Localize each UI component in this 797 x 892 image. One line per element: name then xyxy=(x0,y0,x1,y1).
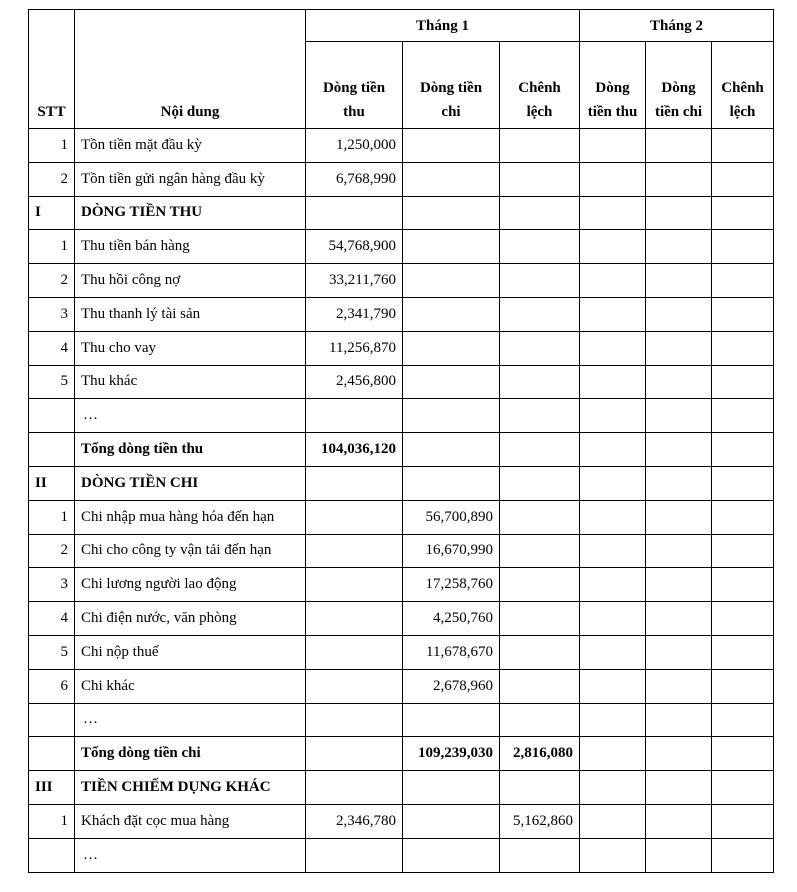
cell-content: Chi điện nước, văn phòng xyxy=(75,602,306,636)
cell-month1-difference xyxy=(500,297,580,331)
cell-month1-difference xyxy=(500,129,580,163)
cell-month1-difference xyxy=(500,534,580,568)
cell-month2-inflow xyxy=(580,703,646,737)
table-row xyxy=(29,804,774,838)
cell-month2-outflow xyxy=(646,500,712,534)
cell-month1-difference xyxy=(500,466,580,500)
table-row xyxy=(29,669,774,703)
cell-stt: 6 xyxy=(29,669,75,703)
cell-month1-inflow xyxy=(306,399,403,433)
cell-month1-inflow xyxy=(306,737,403,771)
cell-month1-outflow xyxy=(403,703,500,737)
cell-month1-outflow: 56,700,890 xyxy=(403,500,500,534)
table-row xyxy=(29,703,774,737)
cell-stt: I xyxy=(29,196,75,230)
cell-month2-inflow xyxy=(580,534,646,568)
cell-month1-inflow xyxy=(306,568,403,602)
cell-month2-outflow xyxy=(646,703,712,737)
cell-month1-difference xyxy=(500,703,580,737)
cell-month2-inflow xyxy=(580,737,646,771)
cell-month2-outflow xyxy=(646,534,712,568)
cell-month1-difference xyxy=(500,331,580,365)
cell-month1-outflow xyxy=(403,264,500,298)
cell-month1-outflow: 17,258,760 xyxy=(403,568,500,602)
cell-content: … xyxy=(75,703,306,737)
cell-stt: 5 xyxy=(29,635,75,669)
cell-month2-outflow xyxy=(646,568,712,602)
cell-month2-difference xyxy=(712,230,774,264)
cell-month1-inflow xyxy=(306,196,403,230)
cell-month1-outflow xyxy=(403,196,500,230)
cell-content: Chi khác xyxy=(75,669,306,703)
cell-month1-outflow xyxy=(403,331,500,365)
cell-month1-outflow xyxy=(403,230,500,264)
cell-month1-inflow xyxy=(306,466,403,500)
cell-stt: 1 xyxy=(29,804,75,838)
cell-content: Chi cho công ty vận tải đến hạn xyxy=(75,534,306,568)
cell-month2-outflow xyxy=(646,331,712,365)
cell-month2-difference xyxy=(712,129,774,163)
cell-month2-inflow xyxy=(580,365,646,399)
cell-month2-outflow xyxy=(646,737,712,771)
cell-content: Chi nhập mua hàng hóa đến hạn xyxy=(75,500,306,534)
cell-month1-outflow xyxy=(403,162,500,196)
cell-month1-difference xyxy=(500,365,580,399)
cell-stt: 1 xyxy=(29,500,75,534)
cell-stt: 1 xyxy=(29,129,75,163)
cell-month2-inflow xyxy=(580,196,646,230)
cell-month1-difference xyxy=(500,433,580,467)
cell-month1-inflow: 104,036,120 xyxy=(306,433,403,467)
cell-month1-inflow xyxy=(306,635,403,669)
cell-month2-inflow xyxy=(580,602,646,636)
cell-month2-outflow xyxy=(646,129,712,163)
cell-stt: 4 xyxy=(29,602,75,636)
cell-content: DÒNG TIỀN THU xyxy=(75,196,306,230)
cell-stt: 3 xyxy=(29,297,75,331)
cell-month2-outflow xyxy=(646,838,712,872)
cell-month1-outflow xyxy=(403,466,500,500)
cell-month2-difference xyxy=(712,196,774,230)
cell-stt xyxy=(29,703,75,737)
cell-month2-outflow xyxy=(646,669,712,703)
cell-content: Chi lương người lao động xyxy=(75,568,306,602)
cell-month1-outflow xyxy=(403,804,500,838)
cell-month1-inflow: 2,456,800 xyxy=(306,365,403,399)
cell-month1-difference xyxy=(500,264,580,298)
table-row xyxy=(29,365,774,399)
cell-month1-difference xyxy=(500,602,580,636)
cell-month2-inflow xyxy=(580,433,646,467)
cell-month2-inflow xyxy=(580,804,646,838)
cell-stt: 2 xyxy=(29,534,75,568)
cell-month2-difference xyxy=(712,602,774,636)
table-body xyxy=(29,129,774,873)
cell-month1-difference xyxy=(500,669,580,703)
cell-content: Tồn tiền mặt đầu kỳ xyxy=(75,129,306,163)
header-month1-inflow: Dòng tiền thu xyxy=(306,42,403,129)
cell-month1-outflow: 109,239,030 xyxy=(403,737,500,771)
cell-month2-difference xyxy=(712,804,774,838)
header-stt: STT xyxy=(29,10,75,129)
cell-month1-outflow xyxy=(403,838,500,872)
cell-month1-difference xyxy=(500,230,580,264)
cash-flow-table xyxy=(28,9,774,873)
cell-month2-inflow xyxy=(580,331,646,365)
table-row xyxy=(29,838,774,872)
cell-month2-inflow xyxy=(580,635,646,669)
cell-content: TIỀN CHIẾM DỤNG KHÁC xyxy=(75,771,306,805)
cell-month1-outflow xyxy=(403,771,500,805)
cell-month2-outflow xyxy=(646,264,712,298)
cell-month2-difference xyxy=(712,264,774,298)
cell-month1-inflow xyxy=(306,602,403,636)
cell-month2-difference xyxy=(712,703,774,737)
cell-stt xyxy=(29,838,75,872)
cell-month1-inflow: 11,256,870 xyxy=(306,331,403,365)
cell-month2-difference xyxy=(712,466,774,500)
cell-stt: 2 xyxy=(29,162,75,196)
cell-month1-outflow xyxy=(403,297,500,331)
cell-month1-inflow: 2,341,790 xyxy=(306,297,403,331)
cell-month1-outflow: 16,670,990 xyxy=(403,534,500,568)
cell-month2-outflow xyxy=(646,399,712,433)
cell-content: Thu tiền bán hàng xyxy=(75,230,306,264)
cell-month2-difference xyxy=(712,669,774,703)
cell-month2-outflow xyxy=(646,365,712,399)
table-row xyxy=(29,230,774,264)
cell-month1-inflow: 33,211,760 xyxy=(306,264,403,298)
cell-stt: 4 xyxy=(29,331,75,365)
cell-stt: 3 xyxy=(29,568,75,602)
table-row xyxy=(29,737,774,771)
table-row xyxy=(29,162,774,196)
cell-stt: 2 xyxy=(29,264,75,298)
cell-stt xyxy=(29,737,75,771)
cell-month1-difference xyxy=(500,399,580,433)
cell-month1-difference xyxy=(500,568,580,602)
cell-month1-inflow xyxy=(306,838,403,872)
cell-month2-inflow xyxy=(580,129,646,163)
table-row xyxy=(29,297,774,331)
header-month2-outflow: Dòng tiền chi xyxy=(646,42,712,129)
cell-month2-outflow xyxy=(646,466,712,500)
cell-month2-difference xyxy=(712,771,774,805)
table-row xyxy=(29,196,774,230)
cell-month1-difference xyxy=(500,838,580,872)
table-row xyxy=(29,568,774,602)
cell-stt xyxy=(29,433,75,467)
cell-content: Thu hồi công nợ xyxy=(75,264,306,298)
cell-month1-outflow: 11,678,670 xyxy=(403,635,500,669)
cell-content: Tổng dòng tiền chi xyxy=(75,737,306,771)
table-row xyxy=(29,264,774,298)
cell-month1-inflow xyxy=(306,771,403,805)
cell-content: Thu thanh lý tài sản xyxy=(75,297,306,331)
cell-month2-difference xyxy=(712,331,774,365)
cell-month2-outflow xyxy=(646,162,712,196)
cell-month2-inflow xyxy=(580,838,646,872)
cell-month2-difference xyxy=(712,365,774,399)
cell-month2-outflow xyxy=(646,230,712,264)
cell-month2-outflow xyxy=(646,635,712,669)
table-row xyxy=(29,771,774,805)
cell-month1-inflow: 1,250,000 xyxy=(306,129,403,163)
table-row xyxy=(29,399,774,433)
cell-month2-inflow xyxy=(580,568,646,602)
cell-stt: 5 xyxy=(29,365,75,399)
cell-content: … xyxy=(75,838,306,872)
cell-content: DÒNG TIỀN CHI xyxy=(75,466,306,500)
header-month1-difference: Chênh lệch xyxy=(500,42,580,129)
table-row xyxy=(29,500,774,534)
cell-month1-difference xyxy=(500,196,580,230)
cell-month2-difference xyxy=(712,297,774,331)
header-month2-inflow: Dòng tiền thu xyxy=(580,42,646,129)
cell-month2-difference xyxy=(712,162,774,196)
table-row xyxy=(29,534,774,568)
cell-month1-outflow: 2,678,960 xyxy=(403,669,500,703)
cell-month2-inflow xyxy=(580,669,646,703)
cell-month2-difference xyxy=(712,399,774,433)
cell-month2-difference xyxy=(712,635,774,669)
cell-stt: 1 xyxy=(29,230,75,264)
cell-stt: II xyxy=(29,466,75,500)
cell-month1-difference xyxy=(500,635,580,669)
cell-month2-outflow xyxy=(646,196,712,230)
cell-month2-inflow xyxy=(580,297,646,331)
cell-month1-difference xyxy=(500,162,580,196)
table-row xyxy=(29,331,774,365)
table-row xyxy=(29,602,774,636)
header-month-1: Tháng 1 xyxy=(306,10,580,42)
header-month-2: Tháng 2 xyxy=(580,10,774,42)
cell-month2-inflow xyxy=(580,264,646,298)
cell-month1-outflow: 4,250,760 xyxy=(403,602,500,636)
cell-month2-inflow xyxy=(580,399,646,433)
cell-month1-difference xyxy=(500,500,580,534)
table-row xyxy=(29,635,774,669)
table-header xyxy=(29,10,774,129)
cell-month1-difference xyxy=(500,771,580,805)
cell-month2-difference xyxy=(712,500,774,534)
cell-month1-inflow xyxy=(306,500,403,534)
cell-month1-outflow xyxy=(403,399,500,433)
cell-stt xyxy=(29,399,75,433)
cell-month1-inflow: 54,768,900 xyxy=(306,230,403,264)
cell-month1-inflow xyxy=(306,669,403,703)
cell-month1-outflow xyxy=(403,365,500,399)
header-month1-outflow: Dòng tiền chi xyxy=(403,42,500,129)
cell-month1-outflow xyxy=(403,129,500,163)
cell-content: Chi nộp thuế xyxy=(75,635,306,669)
cell-content: Tồn tiền gửi ngân hàng đầu kỳ xyxy=(75,162,306,196)
cell-month2-difference xyxy=(712,737,774,771)
cell-content: … xyxy=(75,399,306,433)
cell-month2-inflow xyxy=(580,771,646,805)
table-row xyxy=(29,433,774,467)
cell-month1-inflow xyxy=(306,703,403,737)
table-row xyxy=(29,466,774,500)
cell-month2-difference xyxy=(712,568,774,602)
cell-month2-outflow xyxy=(646,602,712,636)
cell-month2-inflow xyxy=(580,500,646,534)
cell-month2-difference xyxy=(712,534,774,568)
cell-month1-outflow xyxy=(403,433,500,467)
cell-content: Tổng dòng tiền thu xyxy=(75,433,306,467)
cell-month1-inflow: 2,346,780 xyxy=(306,804,403,838)
cell-month1-inflow xyxy=(306,534,403,568)
cell-month2-difference xyxy=(712,433,774,467)
cell-month2-inflow xyxy=(580,162,646,196)
cell-content: Khách đặt cọc mua hàng xyxy=(75,804,306,838)
cell-month2-outflow xyxy=(646,433,712,467)
cell-month2-inflow xyxy=(580,230,646,264)
header-content: Nội dung xyxy=(75,10,306,129)
cell-content: Thu khác xyxy=(75,365,306,399)
header-month2-difference: Chênh lệch xyxy=(712,42,774,129)
cell-month2-outflow xyxy=(646,804,712,838)
cell-month1-difference: 2,816,080 xyxy=(500,737,580,771)
cell-month1-difference: 5,162,860 xyxy=(500,804,580,838)
cell-month2-inflow xyxy=(580,466,646,500)
cell-stt: III xyxy=(29,771,75,805)
cell-month2-outflow xyxy=(646,771,712,805)
cell-month1-inflow: 6,768,990 xyxy=(306,162,403,196)
cell-month2-outflow xyxy=(646,297,712,331)
cell-month2-difference xyxy=(712,838,774,872)
cell-content: Thu cho vay xyxy=(75,331,306,365)
table-row xyxy=(29,129,774,163)
